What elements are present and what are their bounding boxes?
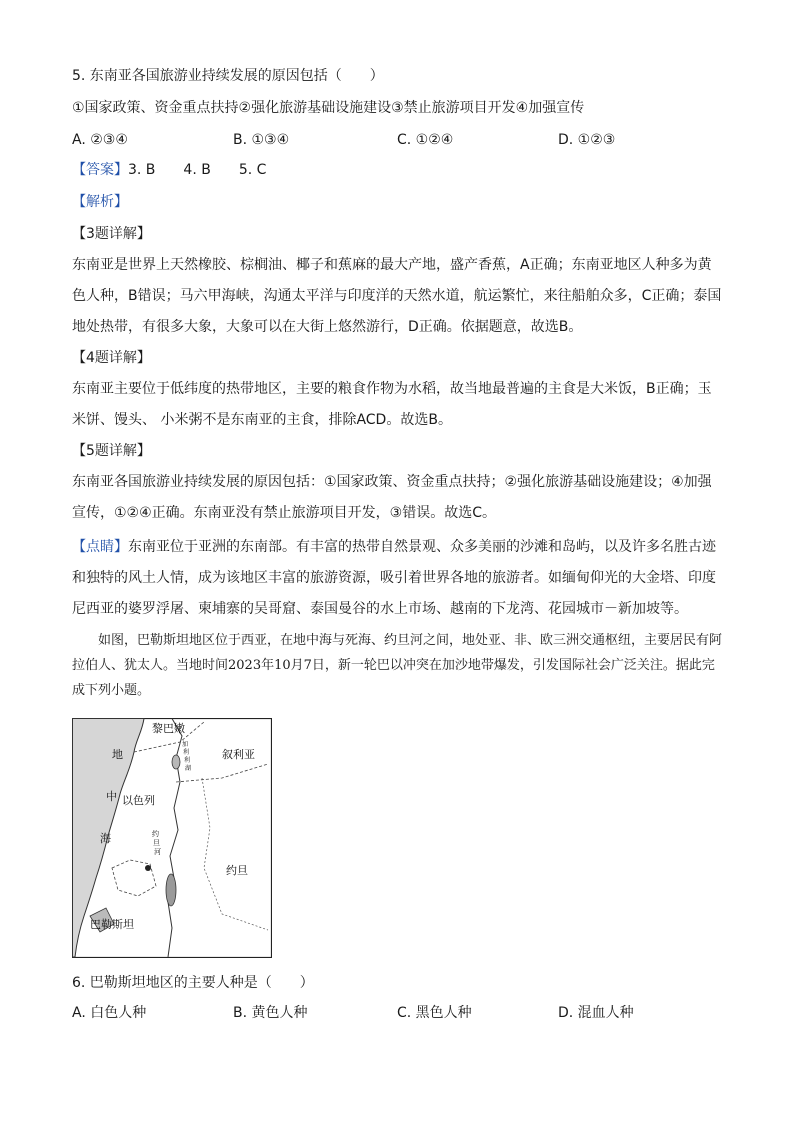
map-label-jordan: 约旦 (226, 864, 248, 877)
material-intro: 如图，巴勒斯坦地区位于西亚，在地中海与死海、约旦河之间，地处亚、非、欧三洲交通枢纽，主要居民有阿拉伯人、犹太人。当地时间2023年10月7日，新一轮巴以冲突在加沙地带爆发，引发国际社会广泛关注。据此完成下列小题。 (72, 633, 723, 698)
dead-sea (166, 874, 176, 906)
q5-stem: 5. 东南亚各国旅游业持续发展的原因包括（ ） (72, 68, 384, 84)
map-label-jordan-river-2: 旦 (153, 839, 160, 847)
answer-tag: 【答案】 (72, 162, 128, 178)
q6-stem: 6. 巴勒斯坦地区的主要人种是（ ） (72, 975, 314, 991)
map-label-sea-1: 地 (112, 748, 123, 761)
map-label-lebanon: 黎巴嫩 (152, 722, 185, 735)
map-label-sea-2: 中 (106, 790, 117, 803)
q6-option-a: A. 白色人种 (72, 1005, 147, 1021)
map-label-jordan-river-3: 河 (154, 848, 161, 856)
city-dot (145, 865, 151, 871)
q5-option-c: C. ①②④ (397, 132, 454, 148)
map-label-galilee-2: 利 (183, 749, 190, 756)
point-text: 东南亚位于亚洲的东南部。有丰富的热带自然景观、众多美丽的沙滩和岛屿，以及许多名胜古迹和独特的风土人情，成为该地区丰富的旅游资源，吸引着世界各地的旅游者。如缅甸仰光的大金塔、印度尼西亚的婆罗浮屠、柬埔寨的吴哥窟、泰国曼谷的水上市场、越南的下龙湾、花园城市－新加坡等。 (72, 539, 716, 617)
analysis-tag: 【解析】 (72, 194, 128, 210)
detail-5-title: 【5题详解】 (72, 443, 151, 459)
map-label-syria: 叙利亚 (222, 748, 255, 761)
map-label-galilee-4: 湖 (185, 765, 192, 772)
q5-option-a: A. ②③④ (72, 132, 128, 148)
detail-4-text: 东南亚主要位于低纬度的热带地区，主要的粮食作物为水稻，故当地最普遍的主食是大米饭，B正确；玉米饼、馒头、 小米粥不是东南亚的主食，排除ACD。故选B。 (72, 381, 712, 428)
map-label-galilee-1: 加 (182, 741, 189, 748)
map-label-jordan-river-1: 约 (152, 830, 159, 838)
detail-4-title: 【4题详解】 (72, 350, 151, 366)
map-label-galilee-3: 利 (184, 757, 191, 764)
q6-option-b: B. 黄色人种 (233, 1005, 308, 1021)
point-paragraph (72, 532, 722, 625)
palestine-region-map (72, 718, 272, 958)
detail-3-text: 东南亚是世界上天然橡胶、棕榈油、椰子和蕉麻的最大产地，盛产香蕉，A正确；东南亚地区人种多为黄色人种，B错误；马六甲海峡，沟通太平洋与印度洋的天然水道，航运繁忙，来往船舶众多，C正确；泰国地处热带，有很多大象，大象可以在大街上悠然游行，D正确。依据题意，故选B。 (72, 257, 722, 335)
q5-option-b: B. ①③④ (233, 132, 290, 148)
map-label-sea-3: 海 (100, 832, 111, 845)
sea-of-galilee (172, 755, 180, 769)
q6-option-c: C. 黑色人种 (397, 1005, 472, 1021)
q5-items: ①国家政策、资金重点扶持②强化旅游基础设施建设③禁止旅游项目开发④加强宣传 (72, 100, 585, 116)
detail-3-title: 【3题详解】 (72, 226, 151, 242)
q5-option-d: D. ①②③ (558, 132, 616, 148)
detail-5-text: 东南亚各国旅游业持续发展的原因包括：①国家政策、资金重点扶持；②强化旅游基础设施建设；④加强宣传，①②④正确。东南亚没有禁止旅游项目开发，③错误。故选C。 (72, 474, 712, 521)
map-label-israel: 以色列 (122, 794, 155, 807)
answer-line (72, 160, 266, 180)
map-label-palestine: 巴勒斯坦 (90, 918, 134, 931)
answer-text: 3. B 4. B 5. C (128, 162, 267, 178)
q6-option-d: D. 混血人种 (558, 1005, 634, 1021)
point-tag: 【点睛】 (72, 539, 128, 555)
